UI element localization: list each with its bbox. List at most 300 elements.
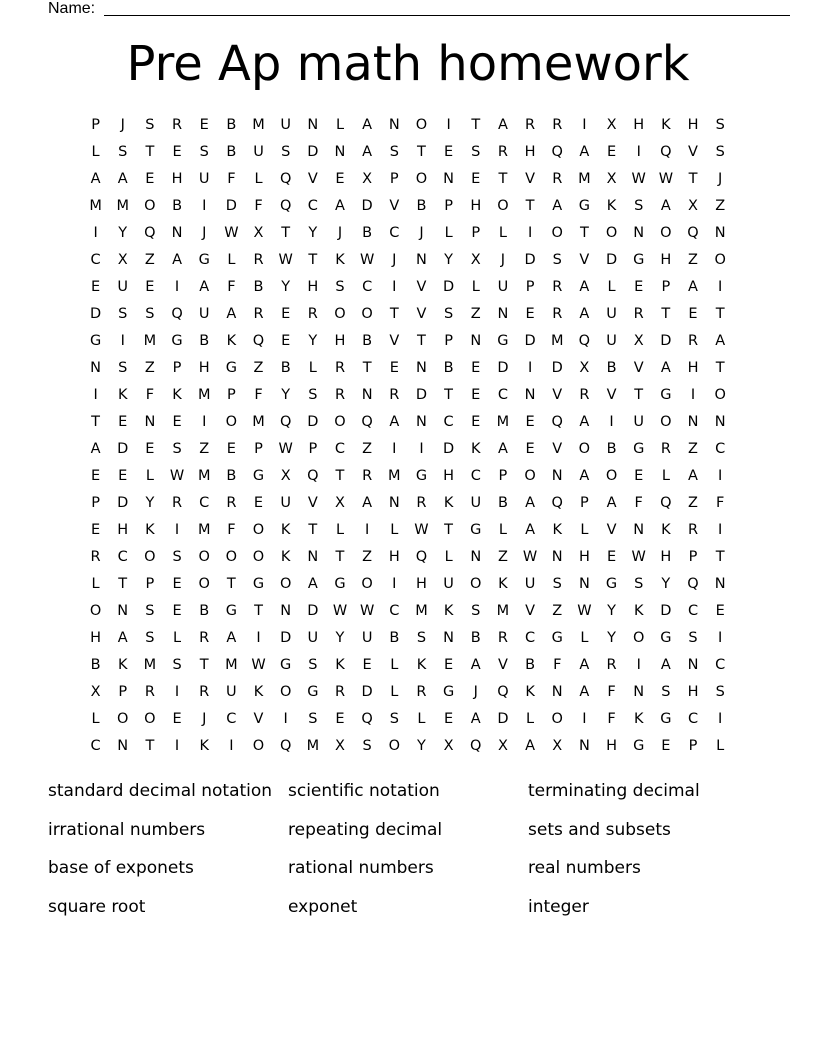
grid-letter: E <box>172 602 182 619</box>
grid-letter: E <box>172 143 182 160</box>
grid-letter: L <box>173 629 182 646</box>
grid-letter: U <box>606 305 617 322</box>
grid-letter: O <box>470 575 482 592</box>
grid-letter: W <box>251 656 266 673</box>
grid-letter: B <box>226 143 237 160</box>
grid-letter: J <box>202 710 207 727</box>
grid-letter: J <box>120 116 125 133</box>
grid-letter: H <box>307 278 319 295</box>
grid-letter: M <box>143 332 157 349</box>
grid-letter: D <box>280 629 292 646</box>
grid-letter: D <box>443 440 455 457</box>
grid-letter: A <box>307 575 318 592</box>
grid-letter: O <box>144 197 156 214</box>
grid-letter: V <box>525 602 536 619</box>
grid-letter: N <box>687 413 699 430</box>
grid-letter: T <box>91 413 100 430</box>
grid-letter: N <box>416 413 427 430</box>
grid-letter: M <box>388 467 401 484</box>
grid-letter: V <box>606 386 617 403</box>
grid-letter: N <box>714 224 726 241</box>
grid-letter: F <box>145 386 155 403</box>
grid-letter: Y <box>118 224 128 241</box>
grid-letter: G <box>307 683 319 700</box>
grid-letter: C <box>90 737 101 754</box>
grid-letter: T <box>417 143 426 160</box>
grid-letter: A <box>226 629 237 646</box>
grid-letter: N <box>307 548 319 565</box>
grid-letter: E <box>90 467 101 484</box>
grid-letter: Y <box>417 737 426 754</box>
grid-letter: Y <box>308 224 318 241</box>
grid-letter: T <box>226 575 236 592</box>
grid-letter: L <box>390 683 399 700</box>
grid-letter: P <box>226 386 236 403</box>
grid-letter: A <box>362 143 373 160</box>
grid-letter: E <box>281 305 291 322</box>
word-bank <box>48 778 768 933</box>
grid-letter: A <box>172 251 182 268</box>
grid-letter: M <box>550 332 564 349</box>
grid-letter: P <box>91 494 100 511</box>
grid-letter: I <box>256 629 261 646</box>
grid-letter: K <box>226 332 237 349</box>
grid-letter: A <box>525 494 536 511</box>
grid-letter: Q <box>361 710 373 727</box>
grid-letter: P <box>444 197 453 214</box>
grid-letter: S <box>145 116 155 133</box>
grid-letter: N <box>416 251 427 268</box>
grid-letter: A <box>688 278 698 295</box>
grid-letter: L <box>580 629 589 646</box>
grid-letter: O <box>524 467 536 484</box>
grid-letter: O <box>198 575 210 592</box>
grid-letter: I <box>93 224 98 241</box>
grid-letter: S <box>471 602 481 619</box>
grid-letter: Y <box>145 494 155 511</box>
grid-letter: V <box>389 332 400 349</box>
grid-row <box>82 273 734 300</box>
grid-letter: S <box>118 143 128 160</box>
grid-letter: P <box>389 170 399 187</box>
grid-letter: Q <box>687 575 699 592</box>
word-bank-item: real numbers <box>528 858 641 879</box>
grid-letter: H <box>117 521 129 538</box>
grid-letter: T <box>362 359 372 376</box>
grid-letter: E <box>606 548 617 565</box>
grid-letter: G <box>660 710 672 727</box>
grid-letter: R <box>199 629 210 646</box>
grid-letter: K <box>416 656 427 673</box>
grid-letter: O <box>144 548 156 565</box>
grid-letter: L <box>661 467 670 484</box>
grid-letter: G <box>442 683 455 700</box>
grid-letter: H <box>687 116 699 133</box>
grid-letter: Y <box>308 332 318 349</box>
grid-letter: U <box>226 683 237 700</box>
grid-letter: O <box>334 305 346 322</box>
grid-letter: B <box>443 359 454 376</box>
grid-letter: E <box>335 710 345 727</box>
grid-letter: P <box>118 683 128 700</box>
grid-letter: A <box>579 656 590 673</box>
grid-letter: I <box>690 386 696 403</box>
grid-letter: X <box>633 332 644 349</box>
grid-letter: O <box>361 305 373 322</box>
grid-letter: A <box>525 737 536 754</box>
grid-letter: L <box>526 710 535 727</box>
grid-letter: P <box>254 440 263 457</box>
grid-letter: Y <box>281 386 291 403</box>
grid-letter: X <box>552 737 563 754</box>
grid-letter: S <box>172 656 182 673</box>
grid-letter: Q <box>252 332 265 349</box>
grid-letter: O <box>714 251 726 268</box>
grid-letter: C <box>715 440 726 457</box>
grid-letter: E <box>525 305 535 322</box>
grid-letter: B <box>199 332 210 349</box>
grid-letter: U <box>253 143 264 160</box>
grid-letter: H <box>416 575 427 592</box>
grid-letter: A <box>715 332 726 349</box>
grid-letter: D <box>89 305 102 322</box>
grid-letter: H <box>171 170 183 187</box>
grid-letter: K <box>199 737 209 754</box>
grid-letter: G <box>89 332 102 349</box>
word-bank-item: standard decimal notation <box>48 781 273 801</box>
grid-letter: K <box>253 683 264 700</box>
grid-letter: E <box>90 278 101 295</box>
grid-letter: U <box>280 116 291 133</box>
grid-letter: Q <box>497 683 509 700</box>
grid-row <box>82 435 734 462</box>
grid-letter: I <box>93 386 98 403</box>
grid-letter: S <box>634 575 644 592</box>
grid-letter: D <box>605 251 618 268</box>
grid-letter: X <box>90 683 101 700</box>
grid-letter: I <box>636 656 641 673</box>
grid-letter: I <box>174 278 180 295</box>
grid-letter: B <box>416 197 427 214</box>
grid-letter: Q <box>660 143 672 160</box>
grid-letter: J <box>392 251 397 268</box>
grid-letter: L <box>145 467 154 484</box>
grid-letter: Z <box>497 548 508 565</box>
grid-letter: M <box>415 602 428 619</box>
grid-letter: N <box>714 575 726 592</box>
grid-letter: X <box>497 737 508 754</box>
grid-letter: Z <box>362 440 373 457</box>
grid-letter: T <box>715 359 725 376</box>
grid-letter: G <box>633 440 645 457</box>
grid-letter: Z <box>144 359 155 376</box>
grid-letter: I <box>527 224 533 241</box>
grid-letter: G <box>470 521 482 538</box>
grid-letter: T <box>118 575 128 592</box>
grid-letter: S <box>172 440 182 457</box>
grid-letter: L <box>335 116 345 133</box>
grid-letter: T <box>471 116 481 133</box>
grid-letter: A <box>117 170 128 187</box>
grid-letter: E <box>118 413 128 430</box>
grid-letter: I <box>392 440 397 457</box>
grid-letter: T <box>444 521 454 538</box>
grid-letter: Q <box>578 332 591 349</box>
grid-letter: L <box>227 251 236 268</box>
grid-letter: N <box>280 602 292 619</box>
grid-letter: A <box>660 197 671 214</box>
grid-letter: E <box>172 413 182 430</box>
grid-letter: M <box>252 413 265 430</box>
grid-letter: D <box>307 413 319 430</box>
grid-letter: Q <box>279 413 292 430</box>
grid-letter: K <box>117 386 128 403</box>
grid-letter: M <box>496 602 510 619</box>
grid-letter: T <box>281 224 291 241</box>
grid-letter: T <box>308 251 318 268</box>
grid-letter: A <box>688 467 698 484</box>
grid-letter: Z <box>144 251 155 268</box>
grid-letter: A <box>470 656 481 673</box>
grid-letter: B <box>226 467 237 484</box>
grid-letter: S <box>715 683 725 700</box>
grid-letter: L <box>308 359 317 376</box>
grid-letter: G <box>225 359 237 376</box>
grid-letter: I <box>174 521 180 538</box>
grid-letter: G <box>252 575 265 592</box>
grid-letter: L <box>498 224 507 241</box>
grid-letter: M <box>89 197 102 214</box>
word-bank-item: scientific notation <box>288 781 440 801</box>
grid-letter: G <box>660 386 672 403</box>
grid-letter: Z <box>199 440 210 457</box>
grid-letter: O <box>279 683 292 700</box>
grid-letter: O <box>551 710 563 727</box>
grid-letter: E <box>172 575 182 592</box>
grid-letter: Z <box>688 251 698 268</box>
grid-letter: L <box>91 710 100 727</box>
grid-letter: E <box>145 170 155 187</box>
grid-letter: E <box>471 170 481 187</box>
grid-letter: K <box>471 440 481 457</box>
grid-letter: N <box>470 332 482 349</box>
grid-letter: V <box>416 305 427 322</box>
grid-letter: F <box>227 278 236 295</box>
grid-letter: O <box>605 467 618 484</box>
grid-letter: N <box>117 737 129 754</box>
grid-letter: A <box>470 710 481 727</box>
grid-row <box>82 165 734 192</box>
grid-letter: B <box>253 278 264 295</box>
grid-letter: U <box>497 278 509 295</box>
grid-letter: G <box>415 467 428 484</box>
grid-letter: U <box>307 629 319 646</box>
grid-letter: D <box>225 197 237 214</box>
grid-letter: G <box>633 251 645 268</box>
name-field <box>48 0 95 18</box>
grid-letter: J <box>202 224 207 241</box>
grid-letter: N <box>497 305 509 322</box>
grid-letter: K <box>443 494 454 511</box>
grid-letter: D <box>307 602 319 619</box>
grid-letter: H <box>687 359 699 376</box>
grid-letter: D <box>551 359 563 376</box>
grid-letter: I <box>718 521 723 538</box>
grid-letter: N <box>633 521 645 538</box>
word-bank-item: exponet <box>288 897 358 918</box>
grid-letter: U <box>470 494 482 511</box>
grid-row <box>82 651 734 678</box>
grid-letter: H <box>660 548 672 565</box>
grid-letter: U <box>280 494 291 511</box>
grid-letter: E <box>172 710 182 727</box>
grid-letter: I <box>392 278 397 295</box>
grid-letter: K <box>633 710 644 727</box>
grid-letter: K <box>117 656 128 673</box>
grid-row <box>82 489 734 516</box>
grid-letter: V <box>552 386 563 403</box>
grid-letter: T <box>634 386 644 403</box>
grid-letter: D <box>524 251 536 268</box>
grid-letter: W <box>278 440 293 457</box>
grid-letter: R <box>307 305 318 322</box>
grid-letter: N <box>334 143 346 160</box>
grid-letter: T <box>498 170 508 187</box>
grid-letter: S <box>634 197 644 214</box>
grid-letter: U <box>606 332 617 349</box>
grid-letter: X <box>688 197 698 214</box>
grid-letter: O <box>660 224 672 241</box>
grid-letter: R <box>389 386 400 403</box>
grid-letter: O <box>279 575 292 592</box>
grid-letter: D <box>660 602 672 619</box>
grid-letter: R <box>687 521 699 538</box>
grid-letter: I <box>636 143 641 160</box>
grid-letter: T <box>688 170 698 187</box>
grid-letter: T <box>715 305 725 322</box>
grid-letter: H <box>198 359 210 376</box>
grid-row <box>82 543 734 570</box>
grid-letter: T <box>308 521 318 538</box>
grid-letter: R <box>199 683 210 700</box>
grid-letter: X <box>579 359 590 376</box>
grid-letter: X <box>335 737 345 754</box>
grid-letter: S <box>552 575 562 592</box>
grid-letter: N <box>470 548 482 565</box>
grid-letter: S <box>661 683 671 700</box>
grid-letter: R <box>253 251 264 268</box>
grid-letter: I <box>174 683 180 700</box>
grid-letter: Y <box>661 575 671 592</box>
grid-letter: I <box>229 737 234 754</box>
grid-letter: S <box>715 116 725 133</box>
grid-letter: E <box>688 305 698 322</box>
grid-letter: C <box>389 602 400 619</box>
grid-letter: C <box>307 197 318 214</box>
grid-letter: P <box>688 548 698 565</box>
grid-letter: R <box>552 305 563 322</box>
grid-letter: L <box>607 278 616 295</box>
grid-letter: I <box>582 710 587 727</box>
grid-letter: Z <box>715 197 726 214</box>
grid-letter: S <box>199 143 209 160</box>
grid-letter: F <box>607 710 616 727</box>
grid-letter: F <box>607 683 616 700</box>
grid-letter: E <box>661 737 671 754</box>
grid-letter: G <box>334 575 346 592</box>
grid-letter: H <box>470 197 482 214</box>
grid-letter: S <box>552 251 562 268</box>
grid-letter: M <box>197 521 211 538</box>
grid-letter: B <box>280 359 291 376</box>
grid-letter: H <box>388 548 400 565</box>
word-bank-item: square root <box>48 897 146 918</box>
grid-letter: I <box>392 575 397 592</box>
grid-letter: A <box>389 413 400 430</box>
grid-letter: C <box>389 224 400 241</box>
grid-letter: V <box>579 251 590 268</box>
grid-letter: D <box>497 359 509 376</box>
grid-letter: O <box>225 548 238 565</box>
grid-letter: O <box>605 224 618 241</box>
grid-letter: I <box>202 413 207 430</box>
grid-letter: A <box>497 440 508 457</box>
grid-letter: T <box>444 386 454 403</box>
grid-letter: M <box>496 413 510 430</box>
grid-letter: M <box>116 197 129 214</box>
grid-row <box>82 327 734 354</box>
grid-letter: O <box>89 602 102 619</box>
grid-letter: K <box>498 575 508 592</box>
grid-letter: A <box>660 656 671 673</box>
grid-letter: E <box>253 494 264 511</box>
grid-letter: I <box>419 440 424 457</box>
grid-letter: D <box>307 143 319 160</box>
grid-letter: R <box>334 683 346 700</box>
grid-letter: Q <box>551 494 563 511</box>
grid-letter: S <box>715 143 725 160</box>
grid-letter: X <box>606 116 617 133</box>
grid-letter: S <box>172 548 182 565</box>
grid-letter: O <box>144 710 156 727</box>
grid-letter: W <box>224 224 239 241</box>
grid-letter: G <box>280 656 292 673</box>
grid-letter: A <box>335 197 345 214</box>
grid-letter: M <box>252 116 265 133</box>
grid-letter: L <box>390 521 399 538</box>
grid-letter: O <box>252 737 265 754</box>
grid-letter: W <box>577 602 592 619</box>
grid-letter: D <box>361 683 373 700</box>
grid-letter: N <box>443 629 455 646</box>
grid-letter: B <box>90 656 101 673</box>
grid-letter: S <box>308 710 318 727</box>
grid-letter: N <box>90 359 101 376</box>
grid-letter: K <box>606 197 617 214</box>
grid-letter: J <box>500 251 506 268</box>
grid-letter: F <box>634 494 643 511</box>
grid-letter: M <box>225 656 238 673</box>
grid-letter: I <box>283 710 288 727</box>
grid-letter: E <box>634 278 644 295</box>
grid-letter: E <box>634 467 644 484</box>
grid-letter: E <box>715 602 725 619</box>
grid-letter: O <box>225 413 238 430</box>
grid-letter: T <box>199 656 209 673</box>
grid-letter: J <box>473 683 478 700</box>
grid-letter: B <box>470 629 481 646</box>
grid-letter: N <box>524 386 536 403</box>
